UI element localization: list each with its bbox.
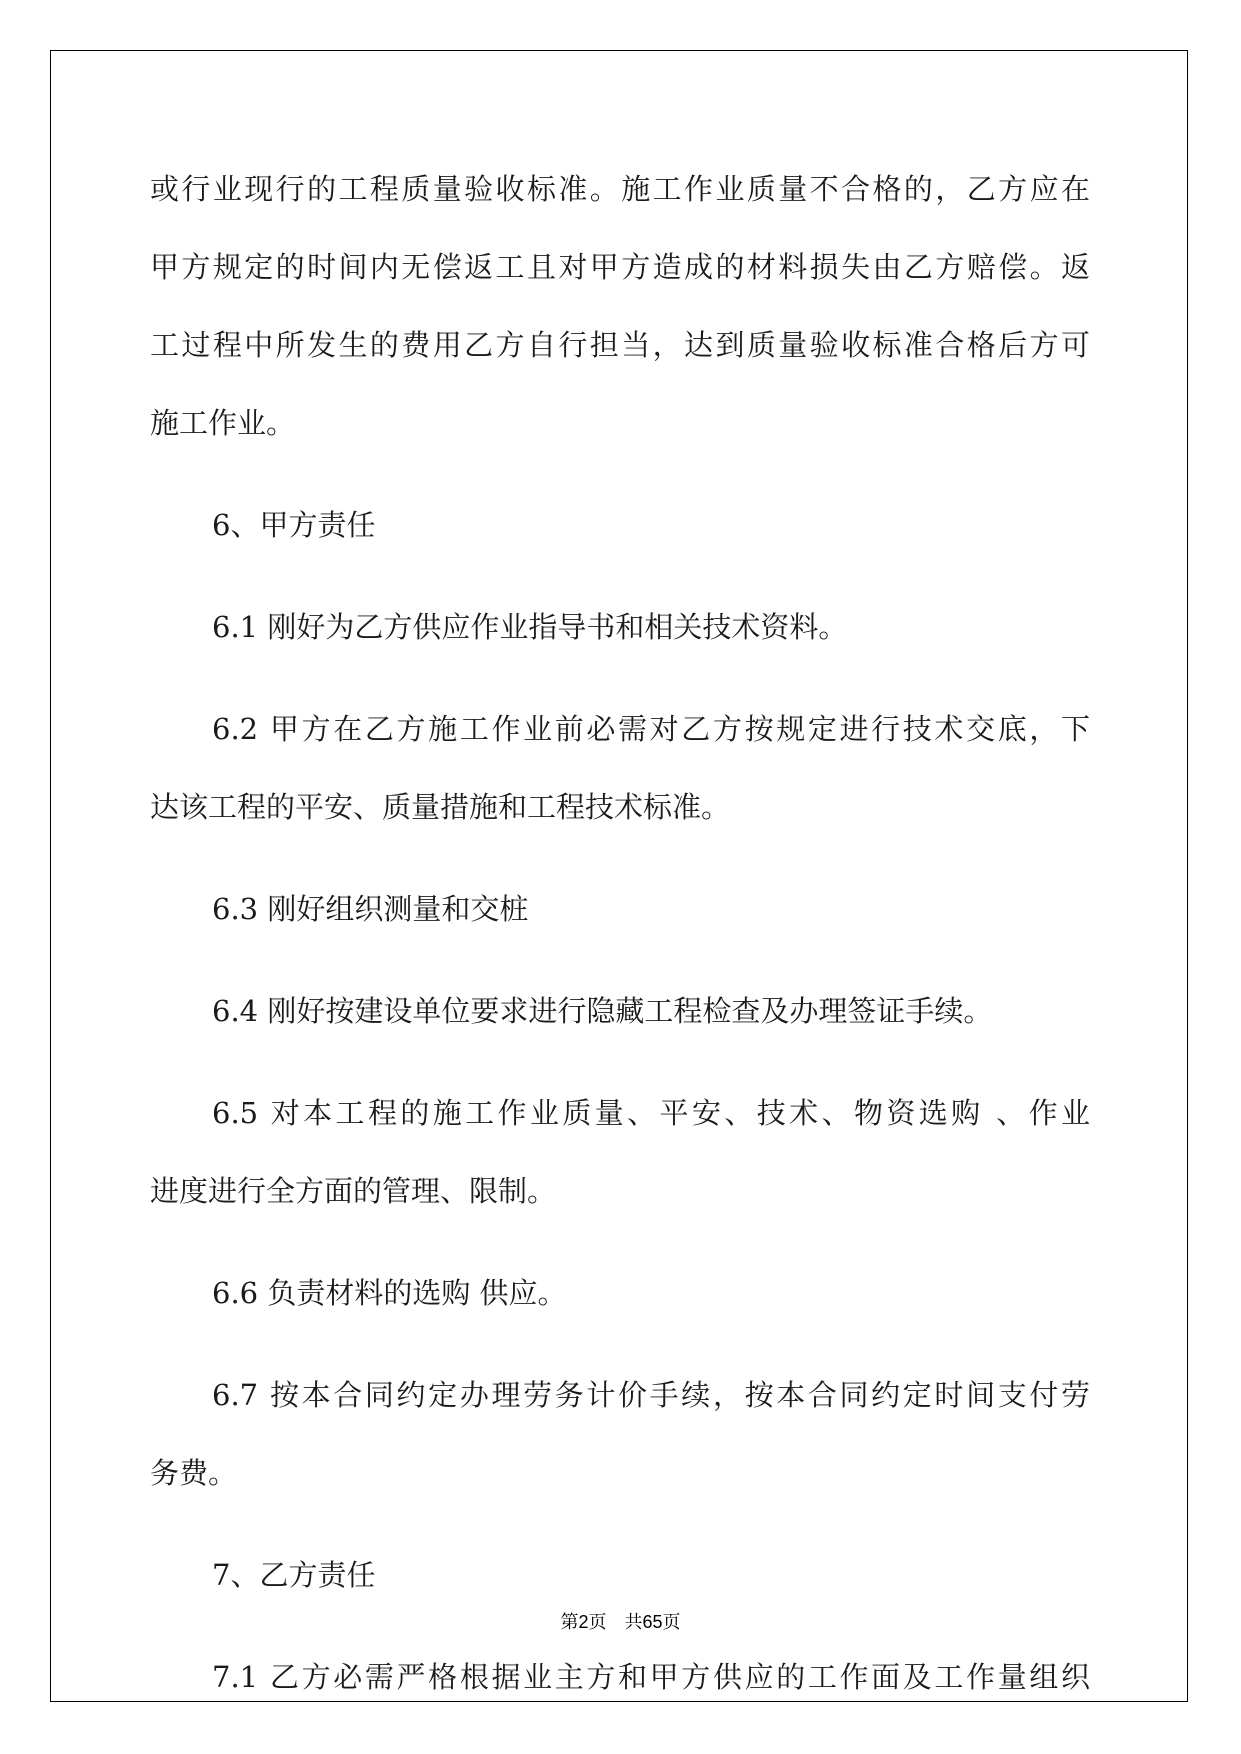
text-line: 或行业现行的工程质量验收标准。施工作业质量不合格的，乙方应在 [150,172,1090,206]
paragraph [150,1638,1090,1716]
paragraph [150,1074,1090,1230]
paragraph [150,1356,1090,1512]
page-number: 2 [578,1612,589,1632]
paragraph [150,972,1090,1050]
text-line: 6.5 对本工程的施工作业质量、平安、技术、物资选购 、作业 [212,1096,1090,1130]
text-line: 6.2 甲方在乙方施工作业前必需对乙方按规定进行技术交底，下 [212,712,1090,746]
text-line: 6.1 刚好为乙方供应作业指导书和相关技术资料。 [212,610,848,644]
paragraph [150,1254,1090,1332]
paragraph [150,870,1090,948]
text-line: 进度进行全方面的管理、限制。 [150,1174,557,1208]
page-footer [0,1608,1241,1634]
footer-total-suffix: 页 [662,1612,681,1632]
text-line: 6.4 刚好按建设单位要求进行隐藏工程检查及办理签证手续。 [212,994,993,1028]
footer-total-prefix: 共 [624,1612,643,1632]
document-body [150,150,1090,1740]
text-line: 甲方规定的时间内无偿返工且对甲方造成的材料损失由乙方赔偿。返 [150,250,1090,284]
section-heading [150,1536,1090,1614]
footer-page-suffix: 页 [588,1612,607,1632]
text-line: 7.1 乙方必需严格根据业主方和甲方供应的工作面及工作量组织 [212,1660,1090,1694]
paragraph [150,150,1090,462]
text-line: 达该工程的平安、质量措施和工程技术标准。 [150,790,731,824]
total-pages: 65 [642,1612,663,1632]
text-line: 6.7 按本合同约定办理劳务计价手续，按本合同约定时间支付劳 [212,1378,1090,1412]
text-line: 6.6 负责材料的选购 供应。 [212,1276,567,1310]
section-heading [150,486,1090,564]
text-line: 工过程中所发生的费用乙方自行担当，达到质量验收标准合格后方可 [150,328,1090,362]
footer-page-prefix: 第 [560,1612,579,1632]
text-line: 6.3 刚好组织测量和交桩 [212,892,529,926]
text-line: 务费。 [150,1456,238,1490]
text-line: 施工作业。 [150,406,296,440]
text-line: 7、乙方责任 [212,1558,376,1592]
text-line: 6、甲方责任 [212,508,376,542]
paragraph [150,588,1090,666]
paragraph [150,690,1090,846]
